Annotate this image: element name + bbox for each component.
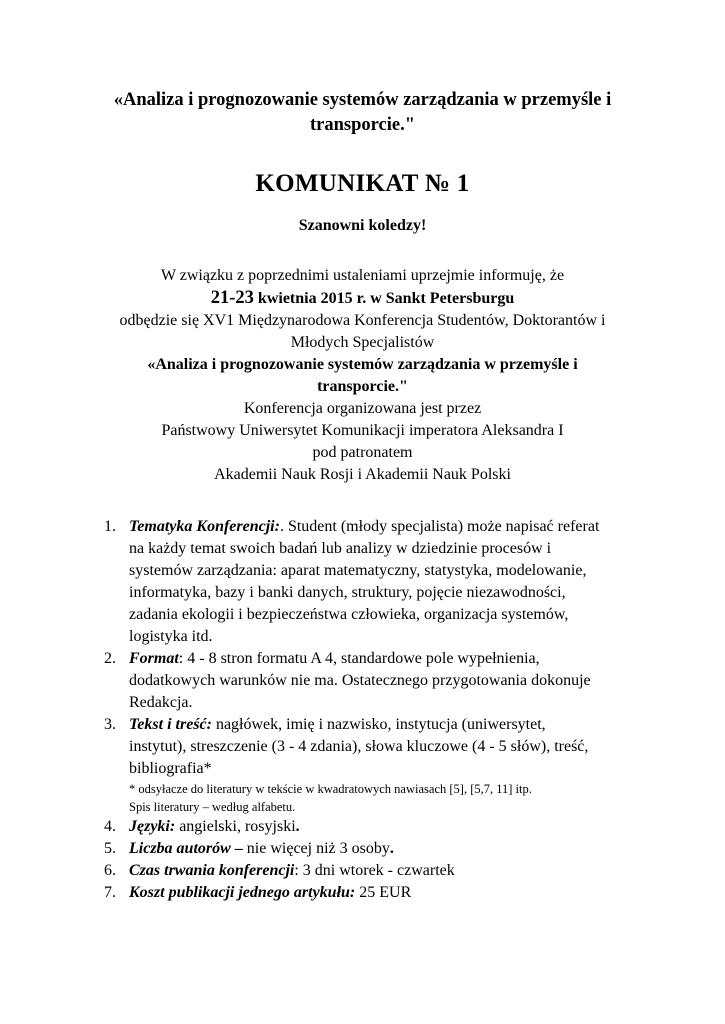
item-term: Czas trwania konferencji [129, 862, 295, 879]
komunikat-heading: KOMUNIKAT № 1 [255, 170, 470, 197]
greeting: Szanowni koledzy! [298, 217, 427, 234]
list-item-topics [104, 516, 644, 648]
list-item-duration [104, 860, 644, 882]
list-item-cost [104, 882, 644, 904]
intro-line-8: Państwowy Uniwersytet Komunikacji imperatora Aleksandra I [161, 422, 564, 439]
list-item-languages [104, 816, 644, 838]
date-location: kwietnia 2015 r. w Sankt Petersburgu [253, 290, 515, 307]
intro-line-3: odbędzie się XV1 Międzynarodowa Konferencja Studentów, Doktorantów i [119, 312, 606, 329]
intro-block [80, 265, 645, 486]
item-text: nie więcej niż 3 osoby [242, 840, 390, 857]
item-text: : 4 - 8 stron formatu A 4, standardowe pole wypełnienia, [178, 650, 540, 667]
item-term: Koszt publikacji jednego artykułu: [129, 884, 356, 901]
item-text: logistyka itd. [129, 628, 213, 645]
list-item-authors [104, 838, 644, 860]
item-text: : 3 dni wtorek - czwartek [294, 862, 455, 879]
date-range: 21-23 [210, 288, 254, 308]
footnote [129, 780, 644, 816]
item-dash: – [230, 840, 243, 857]
conference-title-line-1: «Analiza i prognozowanie systemów zarządzania w przemyśle i [147, 356, 578, 373]
list-number: 7. [104, 884, 116, 901]
intro-line-10: Akademii Nauk Rosji i Akademii Nauk Polski [214, 466, 511, 483]
list-number: 3. [104, 716, 116, 733]
conference-title-line-2: transporcie." [317, 378, 408, 395]
list-number: 5. [104, 840, 116, 857]
item-text: na każdy temat swoich badań lub analizy w dziedzinie procesów i [129, 540, 552, 557]
document-title-line-1: «Analiza i prognozowanie systemów zarządzania w przemyśle i [113, 90, 612, 110]
item-text: dodatkowych warunków nie ma. Ostatecznego przygotowania dokonuje [129, 672, 591, 689]
item-text: Redakcja. [129, 694, 193, 711]
item-text: . Student (młody specjalista) może napisać referat [279, 518, 600, 535]
document-title-line-2: transporcie." [310, 115, 415, 135]
document-title [80, 88, 645, 138]
item-term: Format [129, 650, 179, 667]
list-number: 1. [104, 518, 116, 535]
item-text: zadania ekologii i bezpieczeństwa człowieka, organizacja systemów, [129, 606, 569, 623]
item-text: bibliografia* [129, 760, 212, 777]
intro-date-line [80, 287, 645, 310]
list-number: 6. [104, 862, 116, 879]
item-text: informatyka, bazy i banki danych, struktury, pojęcie niezawodności, [129, 584, 566, 601]
list-number: 4. [104, 818, 116, 835]
footnote-line-1: * odsyłacze do literatury w tekście w kwadratowych nawiasach [5], [5,7, 11] itp. [129, 782, 532, 796]
item-tail: . [389, 840, 394, 857]
intro-line-1: W związku z poprzednimi ustaleniami uprzejmie informuję, że [160, 267, 565, 284]
item-term: Liczba autorów [129, 840, 231, 857]
list-item-format [104, 648, 644, 714]
item-term: Tematyka Konferencji: [129, 518, 280, 535]
item-text: angielski, rosyjski [175, 818, 296, 835]
item-term: Języki: [129, 818, 176, 835]
item-tail: . [295, 818, 300, 835]
intro-line-9: pod patronatem [312, 444, 413, 461]
intro-line-7: Konferencja organizowana jest przez [243, 400, 482, 417]
footnote-line-2: Spis literatury – według alfabetu. [129, 800, 296, 814]
item-text: systemów zarządzania: aparat matematyczny, statystyka, modelowanie, [129, 562, 587, 579]
item-term: Tekst i treść: [129, 716, 212, 733]
item-text: instytut), streszczenie (3 - 4 zdania), słowa kluczowe (4 - 5 słów), treść, [129, 738, 589, 755]
info-list [104, 516, 644, 904]
list-number: 2. [104, 650, 116, 667]
intro-line-4: Młodych Specjalistów [290, 334, 435, 351]
item-text: nagłówek, imię i nazwisko, instytucja (uniwersytet, [211, 716, 546, 733]
item-text: 25 EUR [355, 884, 412, 901]
list-item-text-content [104, 714, 644, 816]
